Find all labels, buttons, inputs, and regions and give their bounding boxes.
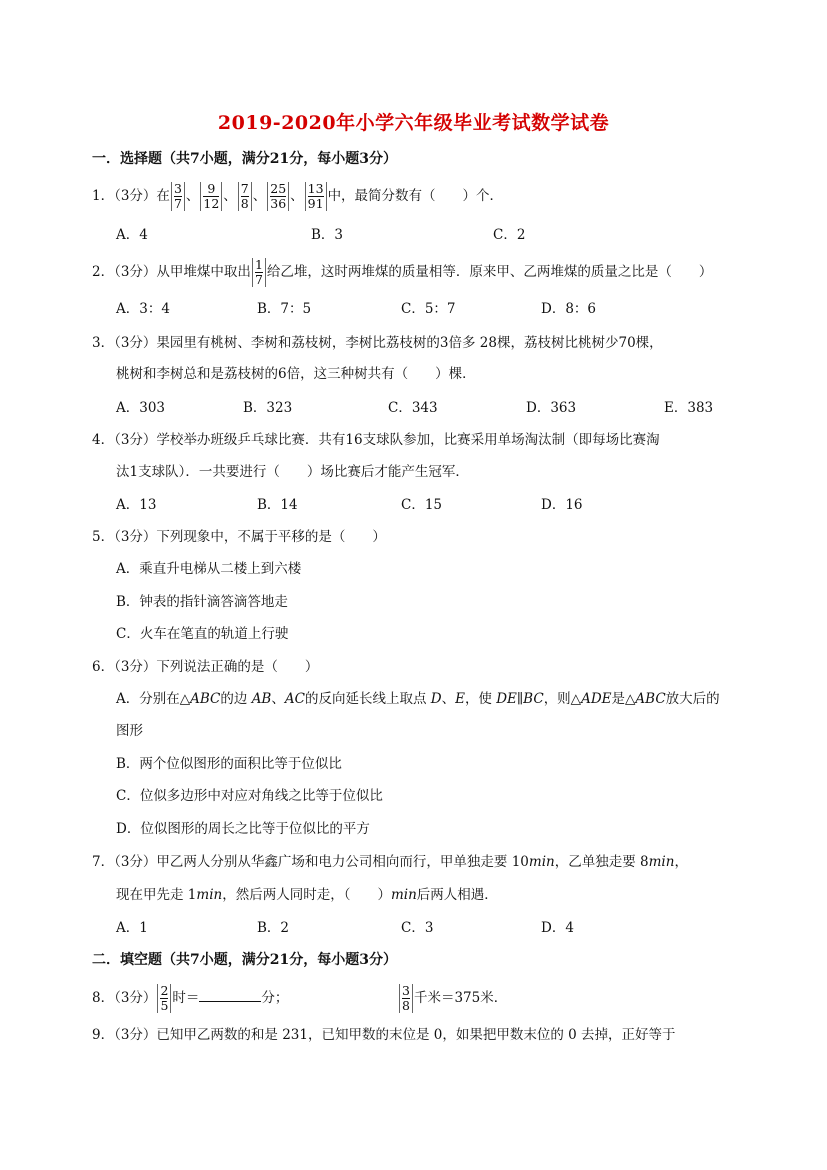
q6-option-b: B．两个位似图形的面积比等于位似比 <box>116 756 342 772</box>
q7-option-b: B．2 <box>257 920 290 936</box>
q6-option-c: C．位似多边形中对应对角线之比等于位似比 <box>116 788 383 804</box>
q1-suffix: 中，最简分数有（ ）个． <box>327 188 504 204</box>
q6-option-a-line-2: 图形 <box>116 723 143 739</box>
q1-option-b: B．3 <box>311 227 344 243</box>
q7-option-a: A．1 <box>116 920 148 936</box>
q3-option-a: A．303 <box>116 400 166 416</box>
q5-option-c: C．火车在笔直的轨道上行驶 <box>116 626 289 642</box>
question-3-line-1: 3．（3分）果园里有桃树、李树和荔枝树，李树比荔枝树的3倍多 28棵，荔枝树比桃树少70棵， <box>92 335 663 351</box>
q1-option-c: C．2 <box>493 227 526 243</box>
q7-option-c: C．3 <box>401 920 434 936</box>
q1-fraction-3: $\frac{7}{8}$ <box>238 182 252 211</box>
q1-fraction-5: $\frac{13}{91}$ <box>305 182 327 211</box>
q5-option-a: A．乘直升电梯从二楼上到六楼 <box>116 561 302 577</box>
question-2: 2．（3分）从甲堆煤中取出 $\frac{1}{7}$ 给乙堆，这时两堆煤的质量相等．原来甲、乙两堆煤的质量之比是（ ） <box>92 257 713 287</box>
question-1: 1．（3分）在 $\frac{3}{7}$ 、 $\frac{9}{12}$ 、 $\frac{7}{8}$ 、 $\frac{25}{36}$ 、 $\frac{13}{91}$ 中，最简分数有（ ）个． <box>92 181 504 211</box>
question-8-part-2: $\frac{3}{8}$ 千米＝375米． <box>398 984 507 1013</box>
q2-fraction: $\frac{1}{7}$ <box>252 258 266 287</box>
question-8-part-1: 8．（3分） $\frac{2}{5}$ 时＝ 分； <box>92 983 289 1013</box>
q1-fraction-4: $\frac{25}{36}$ <box>267 182 289 211</box>
q3-option-d: D．363 <box>526 400 577 416</box>
q3-option-e: E．383 <box>664 400 714 416</box>
q2-option-a: A．3：4 <box>116 301 170 317</box>
q2-option-c: C．5：7 <box>401 301 456 317</box>
q4-option-a: A．13 <box>116 497 157 513</box>
question-4-line-1: 4．（3分）学校举办班级乒乓球比赛．共有16支球队参加，比赛采用单场淘汰制（即每场比赛淘 <box>92 432 660 448</box>
q3-option-c: C．343 <box>388 400 438 416</box>
q8-fraction-2: $\frac{3}{8}$ <box>399 984 413 1013</box>
question-7-line-2: 现在甲先走 1min，然后两人同时走，（ ）min后两人相遇． <box>116 887 498 903</box>
q1-prefix: 1．（3分）在 <box>92 188 170 204</box>
exam-title: 2019-2020年小学六年级毕业考试数学试卷 <box>217 112 610 134</box>
section-heading-fill: 二．填空题（共7小题，满分21分，每小题3分） <box>92 952 397 968</box>
section-heading-choice: 一．选择题（共7小题，满分21分，每小题3分） <box>92 151 397 167</box>
q1-fraction-2: $\frac{9}{12}$ <box>200 182 222 211</box>
q1-fraction-1: $\frac{3}{7}$ <box>171 182 185 211</box>
question-9-line-1: 9．（3分）已知甲乙两数的和是 231，已知甲数的末位是 0，如果把甲数末位的 0 去掉，正好等于 <box>92 1027 676 1043</box>
question-6: 6．（3分）下列说法正确的是（ ） <box>92 659 319 675</box>
q3-option-b: B．323 <box>243 400 293 416</box>
question-3-line-2: 桃树和李树总和是荔枝树的6倍，这三种树共有（ ）棵． <box>116 366 476 382</box>
q2-option-d: D．8：6 <box>541 301 597 317</box>
question-5: 5．（3分）下列现象中，不属于平移的是（ ） <box>92 529 386 545</box>
q4-option-b: B．14 <box>257 497 298 513</box>
q7-option-d: D．4 <box>541 920 574 936</box>
q6-option-a: A．分别在△ABC的边 AB、AC的反向延长线上取点 D、E，使 DE∥BC，则△ADE是△ABC放大后的 <box>116 691 720 707</box>
q6-option-d: D．位似图形的周长之比等于位似比的平方 <box>116 821 370 837</box>
question-4-line-2: 汰1支球队）．一共要进行（ ）场比赛后才能产生冠军． <box>116 464 469 480</box>
q8-fraction-1: $\frac{2}{5}$ <box>157 984 171 1013</box>
q2-option-b: B．7：5 <box>257 301 312 317</box>
question-7-line-1: 7．（3分）甲乙两人分别从华鑫广场和电力公司相向而行，甲单独走要 10min，乙单独走要 8min， <box>92 854 688 870</box>
q8-answer-blank[interactable] <box>199 987 261 1002</box>
q4-option-c: C．15 <box>401 497 443 513</box>
q1-option-a: A．4 <box>116 227 148 243</box>
q5-option-b: B．钟表的指针滴答滴答地走 <box>116 594 288 610</box>
q4-option-d: D．16 <box>541 497 583 513</box>
